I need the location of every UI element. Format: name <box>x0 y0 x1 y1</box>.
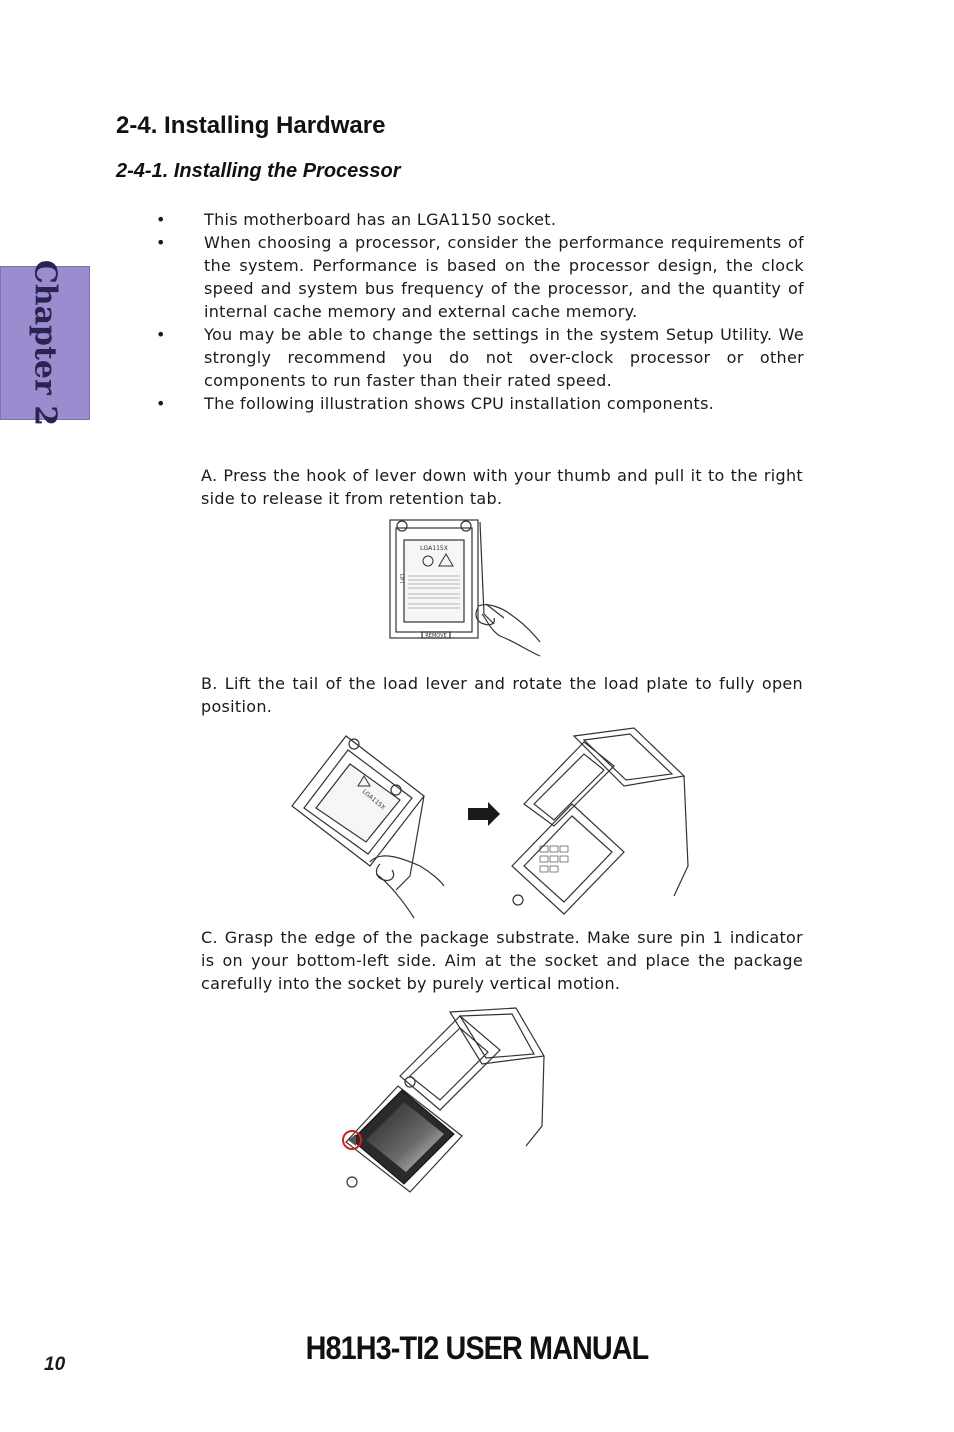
page-number: 10 <box>44 1354 66 1375</box>
list-item-text: When choosing a processor, consider the performance requirements of the system. Performance is based on the processor design, the clock speed and system bus frequency of the processor, and the quantity of internal cache memory and external cache memory. <box>204 233 804 321</box>
list-item <box>156 231 804 323</box>
list-item-text: The following illustration shows CPU installation components. <box>204 394 715 413</box>
socket-label: LGA115X <box>420 545 448 552</box>
chapter-tab-label: Chapter 2 <box>27 259 63 427</box>
lift-label: LIFT <box>398 574 404 585</box>
section-title: 2-4. Installing Hardware <box>116 112 386 139</box>
bullet-list <box>156 208 804 415</box>
step-a-text: A. Press the hook of lever down with your thumb and pull it to the right side to release it from retention tab. <box>201 466 803 508</box>
list-item-text: You may be able to change the settings in the system Setup Utility. We strongly recommend you do not over-clock processor or other components to run faster than their rated speed. <box>204 325 804 390</box>
bullet-icon: • <box>156 325 166 344</box>
socket-label-b: LGA115X <box>360 788 387 812</box>
figure-step-b <box>284 726 694 920</box>
bullet-icon: • <box>156 210 166 229</box>
bullet-icon: • <box>156 233 166 252</box>
step-c-text: C. Grasp the edge of the package substrate. Make sure pin 1 indicator is on your bottom-left side. Aim at the socket and place the package carefully into the socket by purely vertical motion. <box>201 928 803 993</box>
bullet-icon: • <box>156 394 166 413</box>
chapter-tab <box>0 259 90 427</box>
list-item-text: This motherboard has an LGA1150 socket. <box>204 210 557 229</box>
footer-title: H81H3-TI2 USER MANUAL <box>305 1330 649 1366</box>
arrow-right-icon <box>468 802 500 826</box>
figure-step-a <box>370 514 542 666</box>
subsection-title: 2-4-1. Installing the Processor <box>116 160 401 182</box>
step-b-text: B. Lift the tail of the load lever and rotate the load plate to fully open position. <box>201 674 803 716</box>
list-item <box>156 323 804 392</box>
list-item <box>156 208 804 231</box>
figure-step-c <box>340 1006 550 1202</box>
remove-label: REMOVE <box>425 633 447 639</box>
list-item <box>156 392 804 415</box>
